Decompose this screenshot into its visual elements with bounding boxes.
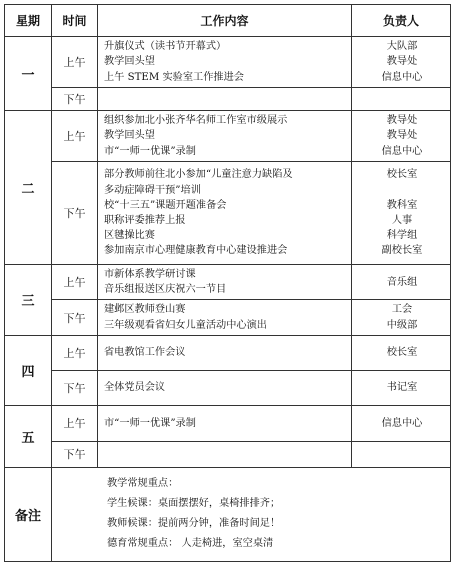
owner-lines: [352, 165, 450, 260]
content-line: 市新体系教学研讨课: [104, 269, 196, 280]
time-cell: 上午: [52, 265, 98, 300]
schedule-row: [5, 111, 451, 162]
owner-line: 信息中心: [381, 145, 423, 157]
header-content: 工作内容: [98, 5, 352, 37]
time-cell: 上午: [52, 335, 98, 370]
notes-lines: [52, 472, 450, 556]
owner-cell: [352, 300, 451, 335]
notes-content: [52, 467, 451, 561]
content-lines: [98, 378, 351, 397]
content-line: 音乐组报送区庆祝六一节目: [104, 284, 227, 296]
content-lines: [98, 343, 351, 362]
content-lines: [98, 165, 351, 260]
owner-cell: [352, 111, 451, 162]
content-lines: [98, 111, 351, 161]
owner-line: 教导处: [386, 130, 418, 142]
content-line: 全体党员会议: [104, 382, 166, 394]
notes-label: 备注: [5, 467, 52, 561]
header-day: 星期: [5, 5, 52, 37]
content-lines: [98, 414, 351, 433]
schedule-row: [5, 335, 451, 370]
content-cell: [98, 405, 352, 441]
header-row: [5, 5, 451, 37]
content-line: 组织参加北小张齐华名师工作室市级展示: [104, 115, 288, 127]
header-time: 时间: [52, 5, 98, 37]
content-cell: [98, 88, 352, 111]
owner-lines: [352, 273, 450, 292]
time-cell: 上午: [52, 37, 98, 88]
owner-lines: [352, 111, 450, 161]
day-cell: 一: [5, 37, 52, 111]
owner-lines: [352, 414, 450, 433]
content-line: 多动症障碍干预”培训: [104, 184, 201, 196]
owner-cell: [352, 37, 451, 88]
day-cell: 二: [5, 111, 52, 265]
time-cell: 下午: [52, 441, 98, 467]
schedule-body: [5, 37, 451, 562]
day-cell: 三: [5, 265, 52, 336]
time-cell: 下午: [52, 88, 98, 111]
owner-cell: [352, 441, 451, 467]
owner-line: 教导处: [386, 115, 418, 127]
notes-line: 教学常规重点：: [107, 478, 179, 490]
content-cell: [98, 335, 352, 370]
owner-line: 信息中心: [381, 417, 423, 429]
content-line: 省电教馆工作会议: [104, 347, 186, 359]
content-line: 建邺区教师登山赛: [104, 304, 186, 316]
day-cell: 四: [5, 335, 52, 405]
schedule-row: [5, 300, 451, 335]
notes-line: 教师候课：提前两分钟，准备时间足！: [107, 518, 281, 530]
content-line: 教学回头望: [104, 56, 155, 68]
content-cell: [98, 111, 352, 162]
content-line: 区毽操比赛: [104, 230, 155, 242]
owner-cell: [352, 265, 451, 300]
schedule-row: [5, 370, 451, 405]
owner-line: 副校长室: [381, 245, 423, 257]
content-cell: [98, 300, 352, 335]
owner-line: 教科室: [386, 199, 418, 211]
owner-lines: [352, 343, 450, 362]
schedule-wrapper: [4, 4, 451, 562]
content-line: 市“一师一优课”录制: [104, 417, 196, 429]
content-line: 参加南京市心理健康教育中心建设推进会: [104, 245, 288, 257]
owner-line: 科学组: [386, 230, 418, 242]
notes-row: [5, 467, 451, 561]
owner-lines: [352, 300, 450, 334]
schedule-row: [5, 37, 451, 88]
content-cell: [98, 37, 352, 88]
owner-cell: [352, 370, 451, 405]
content-lines: [98, 97, 351, 101]
content-cell: [98, 370, 352, 405]
content-lines: [98, 37, 351, 87]
header-owner: 负责人: [352, 5, 451, 37]
time-cell: 下午: [52, 370, 98, 405]
owner-line: 大队部: [386, 41, 418, 53]
owner-line: 信息中心: [381, 71, 423, 83]
content-line: 三年级观看省妇女儿童活动中心演出: [104, 319, 267, 331]
owner-line: [358, 183, 446, 198]
owner-line: 工会: [391, 304, 413, 316]
time-cell: 上午: [52, 405, 98, 441]
owner-cell: [352, 88, 451, 111]
schedule-row: [5, 405, 451, 441]
content-lines: [98, 452, 351, 456]
content-line: 市“一师一优课”录制: [104, 145, 196, 157]
owner-lines: [352, 378, 450, 397]
notes-line: 学生候课：桌面摆摆好，桌椅排排齐；: [107, 498, 281, 510]
owner-lines: [352, 37, 450, 87]
schedule-row: [5, 441, 451, 467]
owner-line: 书记室: [386, 382, 418, 394]
content-line: 部分教师前往北小参加“儿童注意力缺陷及: [104, 169, 293, 181]
schedule-row: [5, 162, 451, 265]
schedule-row: [5, 88, 451, 111]
owner-line: 中级部: [386, 319, 418, 331]
owner-line: 校长室: [386, 347, 418, 359]
time-cell: 下午: [52, 162, 98, 265]
content-cell: [98, 162, 352, 265]
owner-lines: [352, 452, 450, 456]
day-cell: 五: [5, 405, 52, 467]
owner-line: 人事: [391, 214, 413, 226]
content-line: 上午 STEM 实验室工作推进会: [104, 71, 244, 83]
content-cell: [98, 441, 352, 467]
content-line: 教学回头望: [104, 130, 155, 142]
time-cell: 下午: [52, 300, 98, 335]
content-line: 升旗仪式（读书节开幕式）: [104, 41, 227, 53]
notes-line: 德育常规重点： 人走椅进，室空桌清: [107, 538, 274, 550]
schedule-row: [5, 265, 451, 300]
time-cell: 上午: [52, 111, 98, 162]
owner-cell: [352, 162, 451, 265]
owner-line: 校长室: [386, 169, 418, 181]
content-lines: [98, 265, 351, 299]
owner-cell: [352, 335, 451, 370]
owner-lines: [352, 97, 450, 101]
content-line: 职称评委推荐上报: [104, 215, 186, 226]
owner-cell: [352, 405, 451, 441]
content-cell: [98, 265, 352, 300]
content-line: 校“十三五”课题开题准备会: [104, 199, 227, 211]
content-lines: [98, 300, 351, 334]
owner-line: 教导处: [386, 56, 418, 68]
weekly-schedule-table: [4, 4, 451, 562]
owner-line: 音乐组: [386, 276, 418, 288]
